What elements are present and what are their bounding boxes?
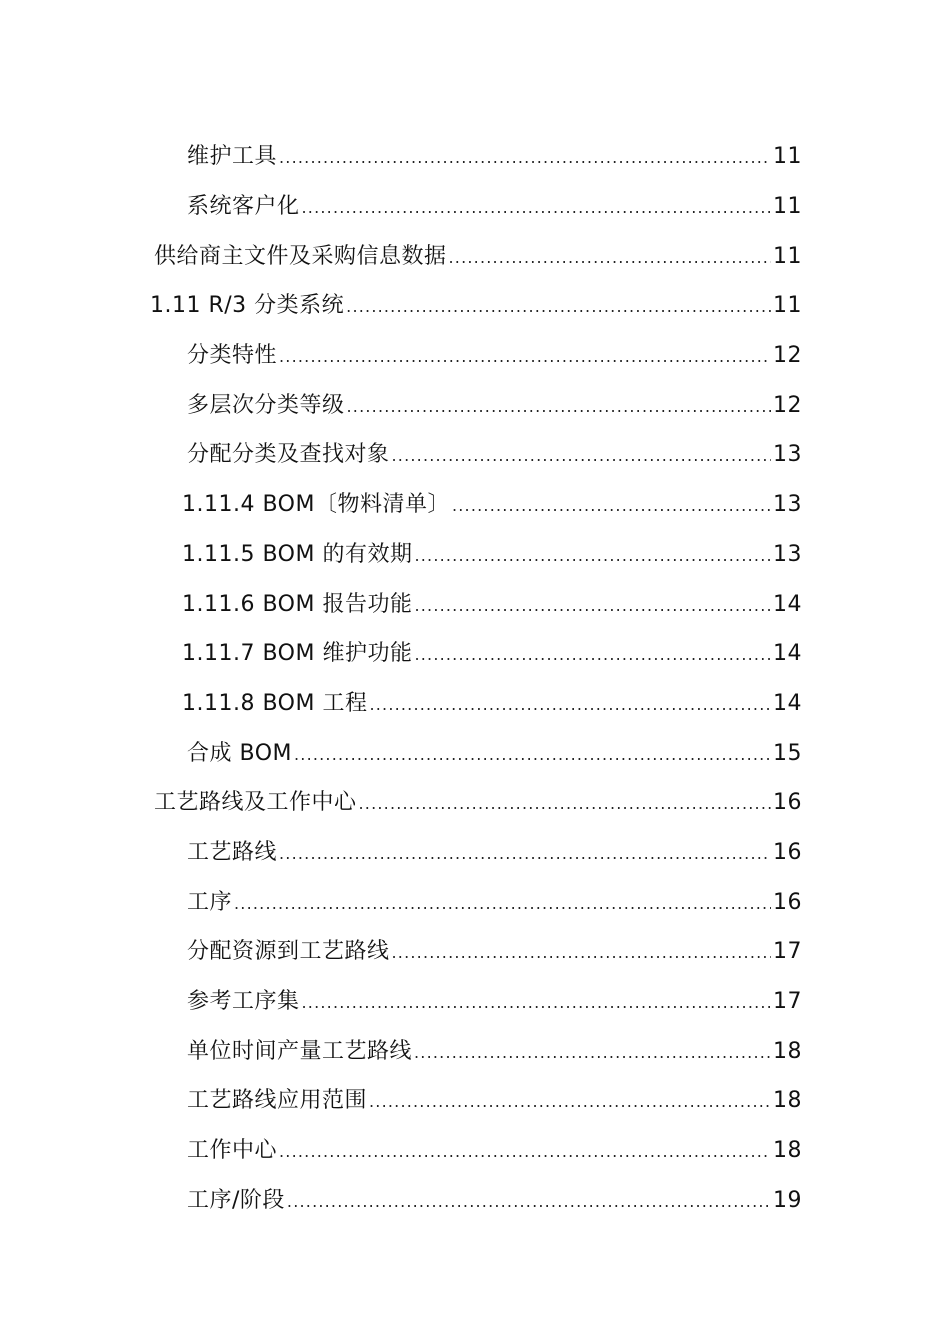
toc-entry[interactable] [0, 627, 950, 677]
toc-entry[interactable] [0, 925, 950, 975]
toc-entry-title: 工艺路线 [187, 839, 278, 865]
toc-entry[interactable] [0, 726, 950, 776]
toc-entry-title: 分配资源到工艺路线 [187, 939, 390, 965]
toc-entry-title: 工作中心 [187, 1138, 278, 1164]
toc-entry-page: 16 [773, 889, 802, 915]
toc-entry[interactable] [0, 1024, 950, 1074]
toc-entry-page: 13 [773, 442, 802, 468]
toc-dot-leader [279, 1142, 771, 1161]
toc-dot-leader [359, 794, 771, 813]
toc-entry-page: 17 [773, 939, 802, 965]
toc-entry-page: 11 [773, 144, 802, 170]
toc-entry-page: 13 [773, 541, 802, 567]
toc-entry-title: 分配分类及查找对象 [187, 442, 390, 468]
toc-entry[interactable] [0, 577, 950, 627]
toc-dot-leader [369, 695, 771, 714]
toc-entry-title: 参考工序集 [187, 989, 300, 1015]
toc-entry[interactable] [0, 1074, 950, 1124]
toc-entry[interactable] [0, 826, 950, 876]
toc-entry[interactable] [0, 180, 950, 230]
toc-entry-title: 合成 BOM [187, 740, 292, 766]
toc-entry-page: 11 [773, 243, 802, 269]
toc-entry[interactable] [0, 1124, 950, 1174]
toc-entry[interactable] [0, 677, 950, 727]
toc-entry-title: 1.11.7 BOM 维护功能 [182, 641, 413, 667]
toc-dot-leader [302, 198, 771, 217]
toc-entry-title: 多层次分类等级 [187, 392, 345, 418]
toc-dot-leader [414, 546, 771, 565]
toc-dot-leader [449, 248, 771, 267]
toc-entry[interactable] [0, 1173, 950, 1223]
toc-entry[interactable] [0, 378, 950, 428]
toc-entry[interactable] [0, 229, 950, 279]
toc-dot-leader [287, 1192, 771, 1211]
toc-entry-title: 1.11 R/3 分类系统 [150, 293, 345, 319]
toc-dot-leader [279, 347, 771, 366]
toc-entry[interactable] [0, 528, 950, 578]
toc-entry-page: 17 [773, 989, 802, 1015]
toc-dot-leader [279, 844, 771, 863]
toc-entry-title: 1.11.6 BOM 报告功能 [182, 591, 413, 617]
toc-entry-page: 16 [773, 839, 802, 865]
toc-dot-leader [347, 397, 771, 416]
toc-entry-title: 1.11.5 BOM 的有效期 [182, 541, 413, 567]
toc-entry-title: 系统客户化 [187, 194, 300, 220]
toc-entry[interactable] [0, 428, 950, 478]
toc-dot-leader [414, 596, 771, 615]
toc-entry[interactable] [0, 130, 950, 180]
toc-entry-title: 工序 [187, 889, 233, 915]
toc-dot-leader [234, 894, 771, 913]
toc-dot-leader [294, 745, 771, 764]
toc-entry-page: 18 [773, 1038, 802, 1064]
toc-dot-leader [452, 496, 771, 515]
toc-dot-leader [392, 446, 771, 465]
toc-entry-title: 工艺路线应用范围 [187, 1088, 368, 1114]
toc-dot-leader [279, 148, 771, 167]
toc-entry[interactable] [0, 875, 950, 925]
toc-dot-leader [414, 1043, 771, 1062]
toc-entry-title: 分类特性 [187, 343, 278, 369]
toc-entry-page: 11 [773, 194, 802, 220]
toc-entry-page: 12 [773, 392, 802, 418]
toc-entry-title: 维护工具 [187, 144, 278, 170]
toc-dot-leader [369, 1092, 771, 1111]
toc-entry-page: 18 [773, 1088, 802, 1114]
toc-entry[interactable] [0, 975, 950, 1025]
toc-dot-leader [346, 297, 771, 316]
toc-entry-page: 13 [773, 492, 802, 518]
toc-entry-page: 15 [773, 740, 802, 766]
toc-entry-page: 18 [773, 1138, 802, 1164]
toc-entry-page: 12 [773, 343, 802, 369]
toc-entry-title: 工序/阶段 [187, 1187, 285, 1213]
toc-entry-title: 1.11.8 BOM 工程 [182, 690, 368, 716]
toc-dot-leader [392, 943, 771, 962]
toc-entry-title: 1.11.4 BOM〔物料清单〕 [182, 492, 450, 518]
toc-entry-title: 单位时间产量工艺路线 [187, 1038, 413, 1064]
toc-dot-leader [414, 645, 771, 664]
toc-entry-page: 19 [773, 1187, 802, 1213]
toc-entry-page: 11 [773, 293, 802, 319]
toc-entry-page: 14 [773, 641, 802, 667]
toc-entry-title: 供给商主文件及采购信息数据 [154, 243, 447, 269]
table-of-contents [0, 130, 950, 1223]
toc-entry[interactable] [0, 279, 950, 329]
toc-entry-page: 16 [773, 790, 802, 816]
toc-entry-page: 14 [773, 591, 802, 617]
toc-entry[interactable] [0, 776, 950, 826]
toc-entry[interactable] [0, 478, 950, 528]
toc-entry-page: 14 [773, 690, 802, 716]
toc-dot-leader [302, 993, 771, 1012]
toc-entry[interactable] [0, 329, 950, 379]
toc-entry-title: 工艺路线及工作中心 [154, 790, 357, 816]
